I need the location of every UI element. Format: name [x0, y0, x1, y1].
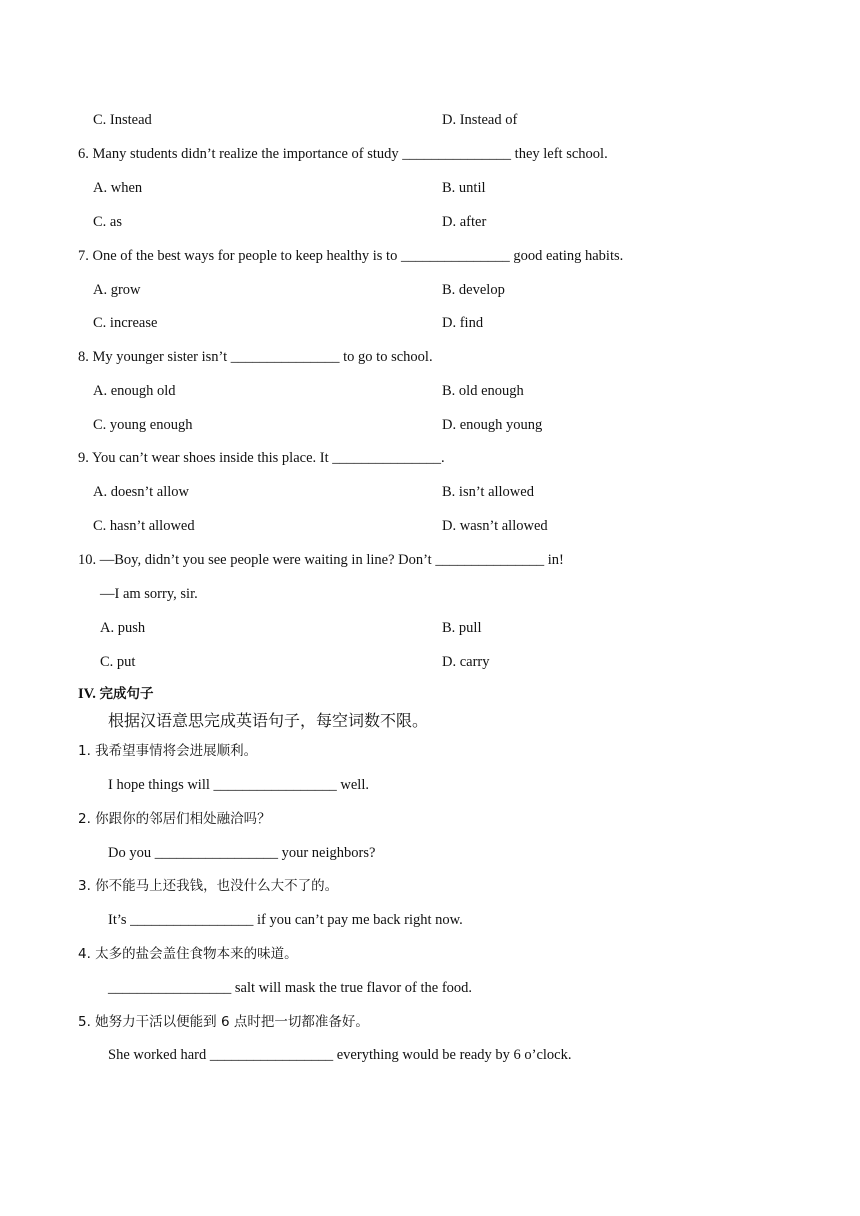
option-8a: A. enough old	[93, 383, 176, 399]
section-4-number: IV.	[78, 686, 96, 702]
item-5-cn: 5. 她努力干活以便能到 6 点时把一切都准备好。	[78, 1014, 369, 1030]
option-6b: B. until	[442, 180, 486, 196]
option-8b: B. old enough	[442, 383, 524, 399]
option-10c: C. put	[100, 654, 136, 670]
option-7a: A. grow	[93, 282, 141, 298]
item-2-cn: 2. 你跟你的邻居们相处融洽吗？	[78, 811, 271, 827]
item-5-en: She worked hard _________________ everything would be ready by 6 o’clock.	[108, 1047, 572, 1063]
section-4-heading	[78, 685, 154, 703]
option-10b: B. pull	[442, 620, 482, 636]
question-8-stem: 8. My younger sister isn’t _______________ to go to school.	[78, 349, 433, 365]
item-2-en: Do you _________________ your neighbors?	[108, 845, 376, 861]
option-9d: D. wasn’t allowed	[442, 518, 548, 534]
item-1-en: I hope things will _________________ well.	[108, 777, 369, 793]
item-1-cn: 1. 我希望事情将会进展顺利。	[78, 743, 258, 759]
option-9a: A. doesn’t allow	[93, 484, 189, 500]
option-7d: D. find	[442, 315, 484, 331]
item-3-cn: 3. 你不能马上还我钱，也没什么大不了的。	[78, 878, 339, 894]
option-5c: C. Instead	[93, 112, 152, 128]
option-6c: C. as	[93, 214, 122, 230]
option-5d: D. Instead of	[442, 112, 518, 128]
item-3-en: It’s _________________ if you can’t pay me back right now.	[108, 912, 463, 928]
item-4-en: _________________ salt will mask the true flavor of the food.	[108, 980, 473, 996]
option-10a: A. push	[100, 620, 146, 636]
option-8c: C. young enough	[93, 417, 193, 433]
question-7-stem: 7. One of the best ways for people to keep healthy is to _______________ good eating habits.	[78, 248, 624, 264]
item-4-cn: 4. 太多的盐会盖住食物本来的味道。	[78, 946, 298, 962]
option-9c: C. hasn’t allowed	[93, 518, 195, 534]
question-6-stem: 6. Many students didn’t realize the importance of study _______________ they left school.	[78, 146, 608, 162]
question-10-reply: —I am sorry, sir.	[100, 586, 198, 602]
option-9b: B. isn’t allowed	[442, 484, 534, 500]
option-7b: B. develop	[442, 282, 505, 298]
option-8d: D. enough young	[442, 417, 543, 433]
option-10d: D. carry	[442, 654, 490, 670]
option-6a: A. when	[93, 180, 143, 196]
option-7c: C. increase	[93, 315, 158, 331]
question-9-stem: 9. You can’t wear shoes inside this place. It _______________.	[78, 450, 445, 466]
section-4-title: 完成句子	[99, 686, 154, 702]
question-10-stem: 10. —Boy, didn’t you see people were waiting in line? Don’t _______________ in!	[78, 552, 564, 568]
section-4-instruction: 根据汉语意思完成英语句子，每空词数不限。	[108, 711, 429, 730]
option-6d: D. after	[442, 214, 487, 230]
